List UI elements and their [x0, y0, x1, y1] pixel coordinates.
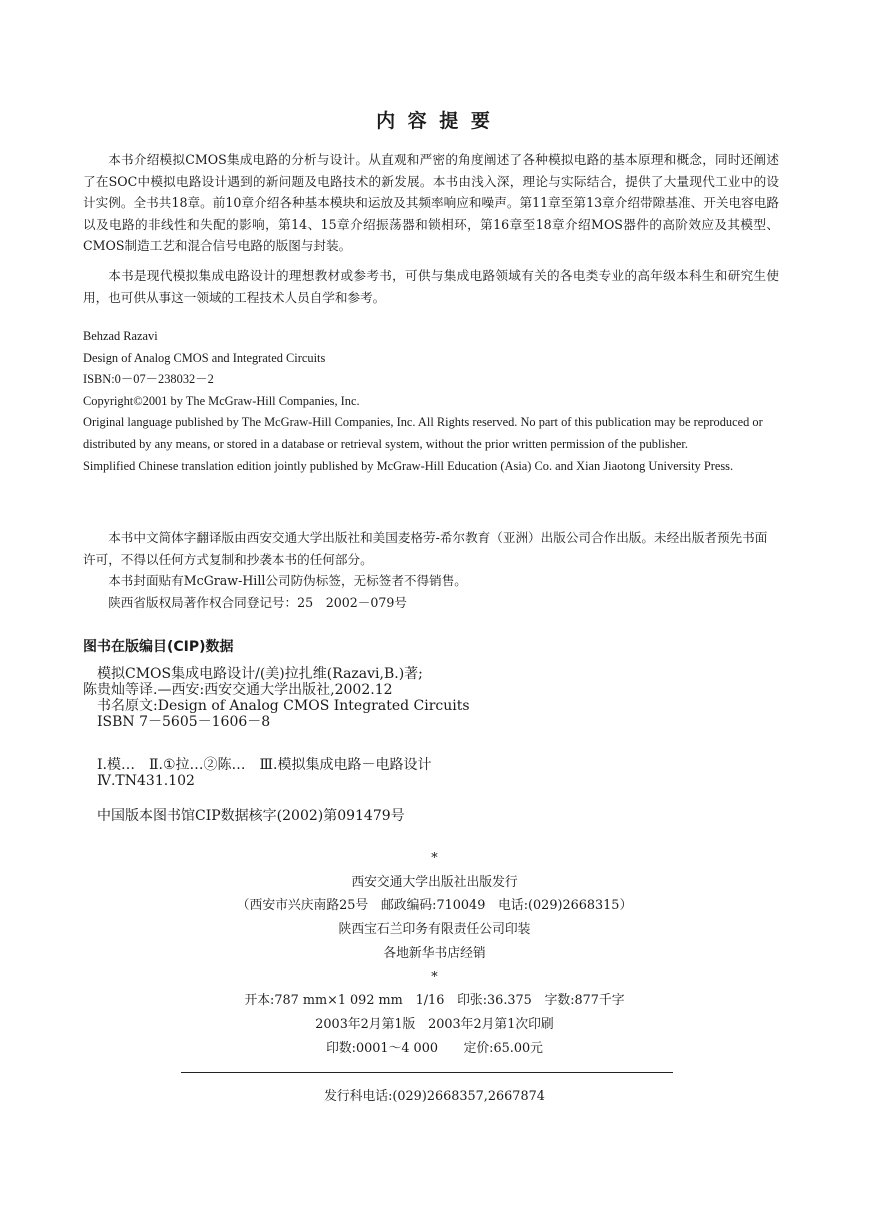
translation-statement: Simplified Chinese translation edition jointly published by McGraw-Hill Education (Asia) Co. and Xian Jiaotong University Press. [83, 458, 734, 473]
original-author: Behzad Razavi [83, 329, 158, 343]
edition-line: 2003年2月第1版 2003年2月第1次印刷 [315, 1016, 554, 1032]
original-edition-info [83, 326, 779, 477]
original-title: Design of Analog CMOS and Integrated Circuits [83, 350, 326, 365]
address-line: （西安市兴庆南路25号 邮政编码:710049 电话:(029)2668315） [236, 898, 633, 914]
original-isbn: ISBN:0－07－238032－2 [83, 372, 214, 387]
page-title: 内 容 提 要 [376, 110, 493, 132]
separator-star: * [431, 969, 438, 985]
publisher-block [0, 847, 869, 1060]
cip-line: 陈贵灿等译.—西安:西安交通大学出版社,2002.12 [83, 682, 393, 698]
anti-counterfeit-notice: 本书封面贴有McGraw-Hill公司防伪标签，无标签者不得销售。 [108, 573, 467, 589]
cip-record [83, 666, 470, 730]
cip-registration [83, 808, 405, 824]
format-line: 开本:787 mm×1 092 mm 1/16 印张:36.375 字数:877千字 [244, 993, 625, 1009]
cip-registration-text: 中国版本图书馆CIP数据核字(2002)第091479号 [97, 808, 405, 824]
intro-paragraph-1: 本书介绍模拟CMOS集成电路的分析与设计。从直观和严密的角度阐述了各种模拟电路的基本原理和概念，同时还阐述了在SOC中模拟电路设计遇到的新问题及电路技术的新发展。本书由浅入深，理论与实际结合，提供了大量现代工业中的设计实例。全书共18章。前10章介绍各种基本模块和运放及其频率响应和噪声。第11章至第13章介绍带隙基准、开关电容电路以及电路的非线性和失配的影响，第14、15章介绍振荡器和锁相环，第16章至18章介绍MOS器件的高阶效应及其模型、CMOS制造工艺和混合信号电路的版图与封装。 [83, 152, 779, 253]
rights-statement: Original language published by The McGraw-Hill Companies, Inc. All Rights reserved. No part of this publication may be reproduced or distributed by any means, or stored in a database or retrieval system, without the prior written permission of the publisher. [83, 415, 763, 451]
intro-paragraph-2: 本书是现代模拟集成电路设计的理想教材或参考书，可供与集成电路领域有关的各电类专业的高年级本科生和研究生使用，也可供从事这一领域的工程技术人员自学和参考。 [83, 268, 779, 305]
copyright-line: Copyright©2001 by The McGraw-Hill Companies, Inc. [83, 393, 360, 408]
sales-phone-line: 发行科电话:(029)2668357,2667874 [324, 1089, 545, 1104]
cip-line: ISBN 7－5605－1606－8 [97, 714, 271, 730]
cip-classification [83, 757, 431, 789]
cip-class-line: Ⅳ.TN431.102 [97, 773, 195, 789]
cip-line: 书名原文:Design of Analog CMOS Integrated Circuits [97, 698, 470, 714]
distributor-line: 各地新华书店经销 [383, 945, 486, 961]
contract-registration: 陕西省版权局著作权合同登记号：25 2002－079号 [108, 595, 407, 611]
separator-star: * [431, 851, 438, 866]
copyright-notice: 本书中文简体字翻译版由西安交通大学出版社和美国麦格劳-希尔教育（亚洲）出版公司合作出版。未经出版者预先书面许可，不得以任何方式复制和抄袭本书的任何部分。 [83, 530, 768, 567]
divider-rule [181, 1072, 673, 1073]
cip-class-line: Ⅰ.模… Ⅱ.①拉…②陈… Ⅲ.模拟集成电路－电路设计 [97, 757, 432, 773]
chinese-edition-statements [83, 527, 779, 614]
print-run-price-line: 印数:0001～4 000 定价:65.00元 [326, 1040, 543, 1056]
cip-heading: 图书在版编目(CIP)数据 [83, 639, 234, 655]
cip-line: 模拟CMOS集成电路设计/(美)拉扎维(Razavi,B.)著; [97, 666, 423, 682]
printer-line: 陕西宝石兰印务有限责任公司印装 [338, 922, 531, 938]
publisher-line: 西安交通大学出版社出版发行 [351, 874, 518, 890]
